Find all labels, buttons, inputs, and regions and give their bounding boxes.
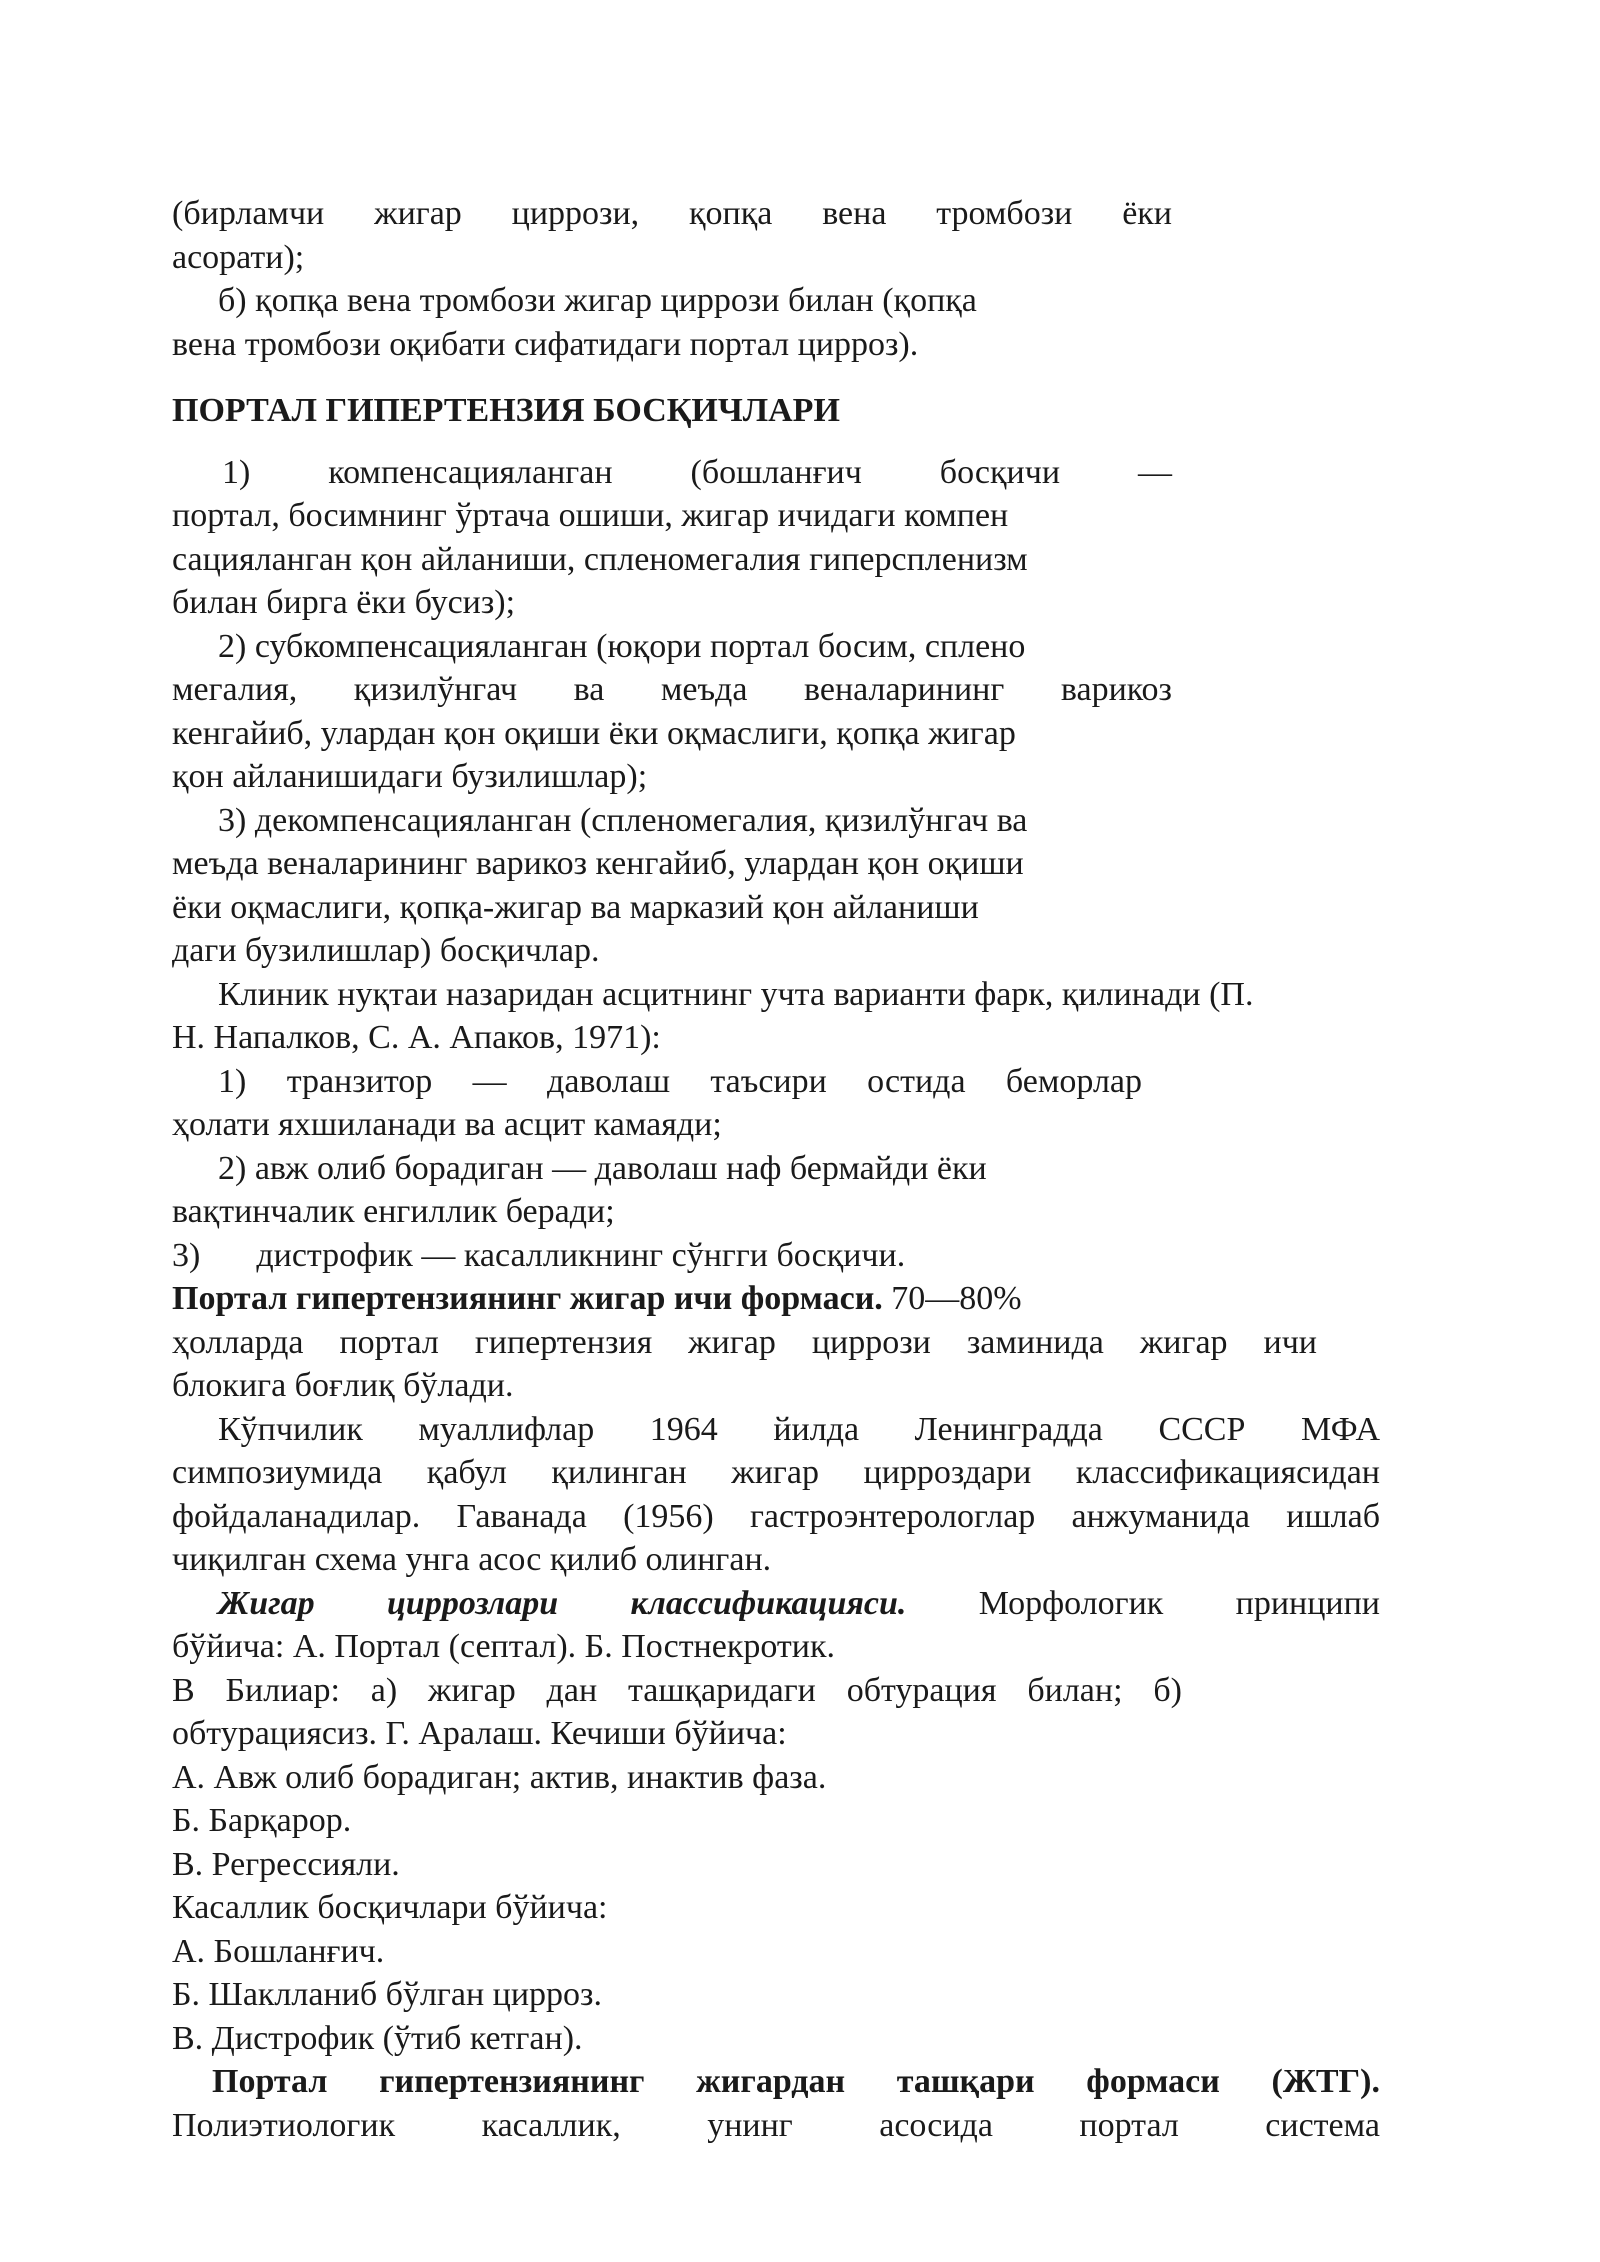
text-line: А. Авж олиб борадиган; актив, инактив фаза. (172, 1758, 827, 1796)
bold-run: Портал гипертензиянинг жигар ичи формаси. (172, 1280, 883, 1317)
text-line: қон айланишидаги бузилишлар); (172, 758, 648, 795)
text-line: Н. Напалков, С. А. Апаков, 1971): (172, 1019, 661, 1056)
text-line: блокига боғлиқ бўлади. (172, 1367, 514, 1404)
text-line: бўйича: А. Портал (септал). Б. Постнекротик. (172, 1628, 835, 1665)
text-line: (бирламчи жигар циррози, қопқа вена тромбози ёки (172, 195, 1172, 232)
text-line: Полиэтиологик касаллик, унинг асосида портал система (172, 2106, 1380, 2144)
text-line: вақтинчалик енгиллик беради; (172, 1193, 615, 1230)
text-line: ҳолати яхшиланади ва асцит камаяди; (172, 1106, 722, 1143)
text-line: 3) декомпенсацияланган (спленомегалия, қизилўнгач ва (218, 801, 1028, 839)
text-line: Кўпчилик муаллифлар 1964 йилда Ленинградда СССР МФА (218, 1410, 1380, 1448)
text-line: Клиник нуқтаи назаридан асцитнинг учта варианти фарк, қилинади (П. (218, 975, 1254, 1013)
text-line: асорати); (172, 238, 305, 276)
text-line: меъда веналарининг варикоз кенгайиб, улардан қон оқиши (172, 845, 1024, 882)
text-line: В. Дистрофик (ўтиб кетган). (172, 2019, 583, 2057)
text-line: симпозиумида қабул қилинган жигар цирроздари классификациясидан (172, 1454, 1380, 1491)
text-line: 2) субкомпенсацияланган (юқори портал босим, сплено (218, 627, 1026, 665)
list-text: дистрофик — касалликнинг сўнгги босқичи. (256, 1236, 906, 1274)
text-run: 70—80% (882, 1280, 1022, 1317)
text-run: Морфологик принципи (978, 1584, 1381, 1622)
list-number: 3) (172, 1236, 201, 1274)
text-line: вена тромбози оқибати сифатидаги портал цирроз). (172, 325, 919, 363)
text-line (172, 1234, 1380, 1278)
section-heading: ПОРТАЛ ГИПЕРТЕНЗИЯ БОСҚИЧЛАРИ (172, 392, 840, 429)
text-line: сацияланган қон айланиши, спленомегалия гиперспленизм (172, 540, 1028, 578)
text-line: чиқилган схема унга асос қилиб олинган. (172, 1541, 772, 1578)
text-line (172, 1582, 1380, 1626)
text-line: В. Регрессияли. (172, 1845, 400, 1883)
text-line: билан бирга ёки бусиз); (172, 584, 516, 621)
text-line: портал, босимнинг ўртача ошиши, жигар ичидаги компен (172, 497, 1009, 534)
text-line (172, 1277, 1380, 1321)
document-page (172, 192, 1380, 2147)
text-line: 1) компенсацияланган (бошланғич босқичи — (222, 453, 1172, 491)
text-line: Б. Шаклланиб бўлган цирроз. (172, 1976, 602, 2013)
text-line: кенгайиб, улардан қон оқиши ёки оқмаслиги, қопқа жигар (172, 714, 1016, 752)
text-line: 1) транзитор — даволаш таъсири остида беморлар (218, 1062, 1142, 1100)
text-line: б) қопқа вена тромбози жигар циррози билан (қопқа (218, 282, 977, 319)
text-line: Портал гипертензиянинг жигардан ташқари формаси (ЖТГ). (212, 2063, 1380, 2100)
bold-italic-run: Жигар циррозлари классификацияси. (218, 1584, 907, 1622)
text-line: В Билиар: а) жигар дан ташқаридаги обтурация билан; б) (172, 1671, 1182, 1709)
text-line: Касаллик босқичлари бўйича: (172, 1889, 608, 1926)
text-line: 2) авж олиб борадиган — даволаш наф бермайди ёки (218, 1149, 987, 1187)
text-line: обтурациясиз. Г. Аралаш. Кечиши бўйича: (172, 1715, 787, 1752)
text-line: ҳолларда портал гипертензия жигар циррози заминида жигар ичи (172, 1323, 1317, 1361)
text-line: фойдаланадилар. Гаванада (1956) гастроэнтерологлар анжуманида ишлаб (172, 1497, 1380, 1535)
text-line: даги бузилишлар) босқичлар. (172, 932, 600, 969)
text-line: мегалия, қизилўнгач ва меъда веналарининг варикоз (172, 671, 1172, 708)
text-line: ёки оқмаслиги, қопқа-жигар ва марказий қон айланиши (172, 888, 979, 926)
text-line: Б. Барқарор. (172, 1802, 352, 1839)
text-line: А. Бошланғич. (172, 1932, 385, 1970)
